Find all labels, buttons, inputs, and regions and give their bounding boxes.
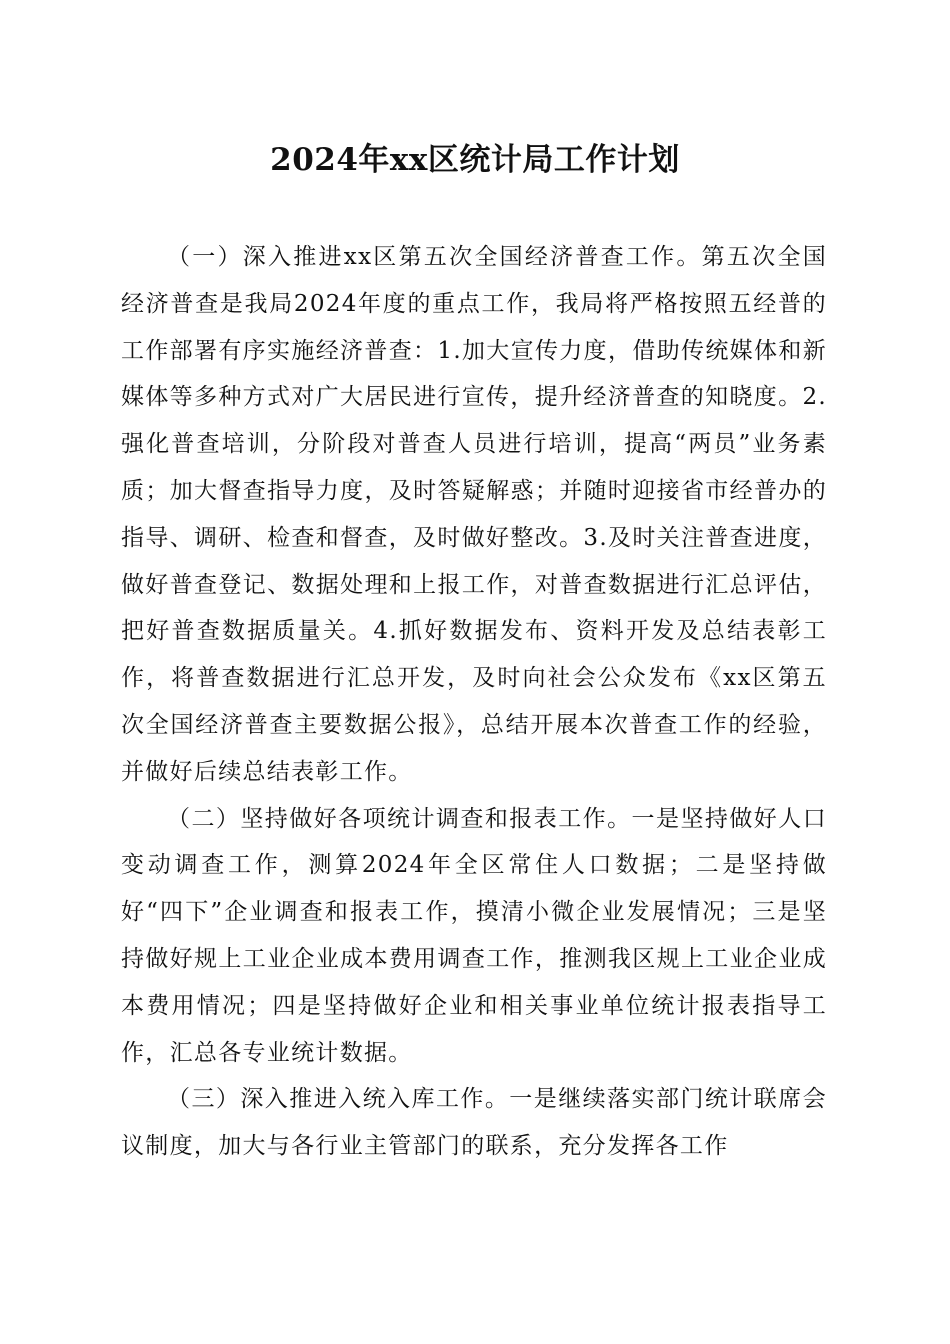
paragraph-1-text: 第五次全国经济普查是我局2024年度的重点工作，我局将严格按照五经普的工作部署有序实施经济普查：1.加大宣传力度，借助传统媒体和新媒体等多种方式对广大居民进行宣传，提升经济普查的知晓度。2.强化普查培训，分阶段对普查人员进行培训，提高“两员”业务素质；加大督查指导力度，及时答疑解惑；并随时迎接省市经普办的指导、调研、检查和督查，及时做好整改。3.及时关注普查进度，做好普查登记、数据处理和上报工作，对普查数据进行汇总评估，把好普查数据质量关。4.抓好数据发布、资料开发及总结表彰工作，将普查数据进行汇总开发，及时向社会公众发布《xx区第五次全国经济普查主要数据公报》，总结开展本次普查工作的经验，并做好后续总结表彰工作。 [121,244,828,785]
document-title: 2024年xx区统计局工作计划 [270,142,680,178]
paragraph-2-heading: （二）坚持做好各项统计调查和报表工作。 [167,805,632,832]
paragraph-3-text: 一是继续落实部门统计联席会议制度，加大与各行业主管部门的联系，充分发挥各工作 [121,1086,827,1160]
paragraph-1-heading: （一）深入推进xx区第五次全国经济普查工作。 [167,244,702,270]
paragraph-3-heading: （三）深入推进入统入库工作。 [167,1086,510,1113]
paragraph-3 [121,1076,827,1170]
document-body [121,234,827,1170]
paragraph-2-text: 一是坚持做好人口变动调查工作，测算2024年全区常住人口数据；二是坚持做好“四下”企业调查和报表工作，摸清小微企业发展情况；三是坚持做好规上工业企业成本费用调查工作，推测我区规上工业企业成本费用情况；四是坚持做好企业和相关事业单位统计报表指导工作，汇总各专业统计数据。 [121,805,827,1066]
paragraph-2 [121,796,827,1077]
paragraph-1 [121,234,827,796]
